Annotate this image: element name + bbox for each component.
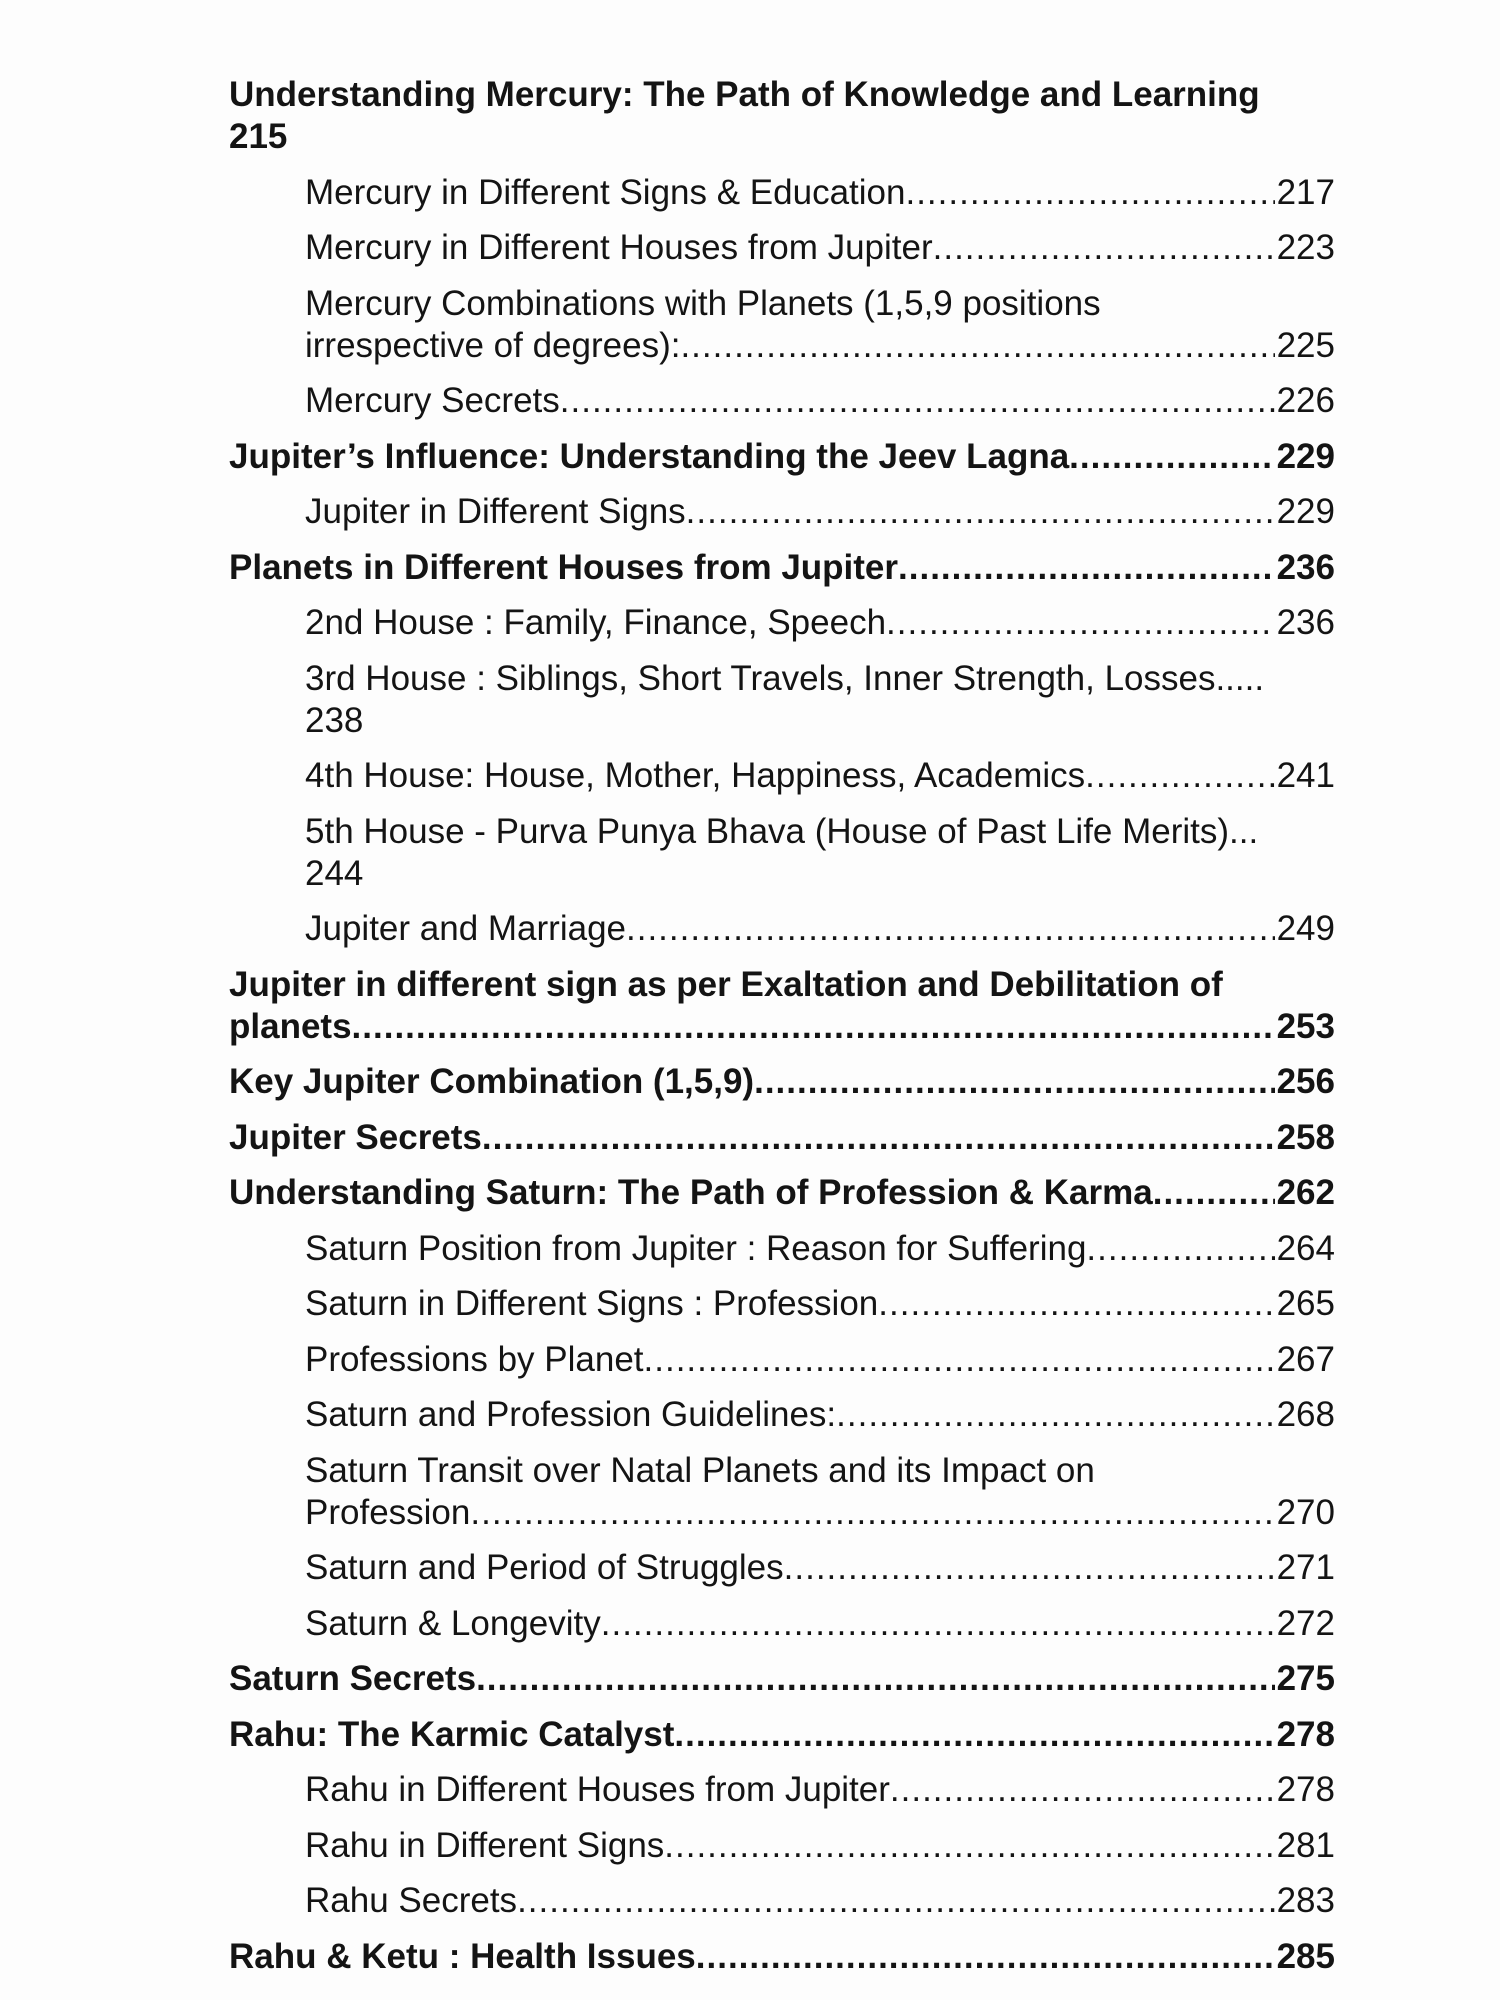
toc-entry <box>225 755 1335 797</box>
toc-entry-title: Rahu: The Karmic Catalyst <box>229 1714 675 1754</box>
toc-entry-page: 226 <box>1276 381 1335 420</box>
dot-leader <box>686 491 1275 533</box>
toc-entry <box>225 227 1335 269</box>
toc-entry-page: 238 <box>305 700 364 740</box>
toc-entry-title: Saturn Position from Jupiter : Reason for Suffering <box>305 1228 1087 1268</box>
toc-entry-title: Jupiter and Marriage <box>305 909 626 948</box>
toc-entry-title: 3rd House : Siblings, Short Travels, Inner Strength, Losses..... <box>305 658 1265 698</box>
toc-entry <box>225 964 1335 1048</box>
toc-entry-page: 223 <box>1276 228 1335 267</box>
toc-entry-page: 268 <box>1276 1395 1335 1434</box>
dot-leader <box>626 908 1275 950</box>
toc-entry-page: 285 <box>1276 1936 1335 1976</box>
toc-entry-title: Saturn and Period of Struggles <box>305 1548 784 1587</box>
toc-entry-title: Mercury in Different Houses from Jupiter <box>305 228 933 267</box>
toc-entry-page: 256 <box>1276 1062 1335 1101</box>
dot-leader <box>933 227 1275 269</box>
toc-entry-page: 215 <box>229 117 288 156</box>
toc-entry-page: 217 <box>1276 172 1335 212</box>
dot-leader <box>560 380 1275 422</box>
toc-entry-title-line1: Jupiter in different sign as per Exaltation and Debilitation of <box>229 964 1223 1004</box>
toc-entry <box>225 1450 1335 1534</box>
toc-entry-title: Mercury in Different Signs & Education <box>305 172 906 212</box>
table-of-contents <box>225 74 1335 1991</box>
dot-leader <box>1069 436 1274 478</box>
toc-entry-page: 271 <box>1276 1548 1335 1587</box>
dot-leader <box>517 1880 1275 1922</box>
toc-entry <box>225 1880 1335 1922</box>
toc-entry-title: Professions by Planet <box>305 1339 644 1379</box>
toc-entry <box>225 380 1335 422</box>
toc-entry <box>225 436 1335 478</box>
toc-entry-title: Saturn & Longevity <box>305 1603 601 1643</box>
toc-entry-title: Rahu in Different Signs <box>305 1825 665 1865</box>
toc-entry-title-line1: Saturn Transit over Natal Planets and its Impact on <box>305 1450 1095 1490</box>
toc-entry-page: 236 <box>1276 603 1335 642</box>
dot-leader <box>696 1936 1275 1978</box>
dot-leader <box>836 1394 1274 1436</box>
toc-entry-title-line2: irrespective of degrees): <box>305 325 681 365</box>
toc-entry-title: Jupiter Secrets <box>229 1117 482 1157</box>
toc-entry-page: 278 <box>1276 1714 1335 1754</box>
toc-entry-title: Planets in Different Houses from Jupiter <box>229 547 899 587</box>
toc-entry-title: Key Jupiter Combination (1,5,9) <box>229 1062 755 1101</box>
toc-entry-title-line2: planets <box>229 1006 352 1046</box>
toc-entry <box>225 1714 1335 1756</box>
toc-entry-title: Rahu & Ketu : Health Issues <box>229 1936 696 1976</box>
toc-entry-page: 225 <box>1276 325 1335 365</box>
toc-entry <box>225 1547 1335 1589</box>
toc-entry <box>225 74 1335 158</box>
toc-entry-title: Mercury Secrets <box>305 381 560 420</box>
toc-entry <box>225 1061 1335 1103</box>
toc-entry <box>225 908 1335 950</box>
dot-leader <box>784 1547 1275 1589</box>
toc-entry <box>225 1936 1335 1978</box>
dot-leader <box>601 1603 1275 1645</box>
toc-entry <box>225 1769 1335 1811</box>
toc-entry-title: 5th House - Purva Punya Bhava (House of Past Life Merits)... <box>305 811 1259 851</box>
toc-entry <box>225 1283 1335 1325</box>
toc-entry-title: Saturn Secrets <box>229 1659 477 1698</box>
toc-entry-page: 264 <box>1276 1228 1335 1268</box>
toc-entry <box>225 1117 1335 1159</box>
dot-leader <box>1153 1172 1275 1214</box>
toc-entry-page: 258 <box>1276 1117 1335 1157</box>
dot-leader <box>680 325 1274 367</box>
dot-leader <box>674 1714 1274 1756</box>
toc-entry <box>225 547 1335 589</box>
dot-leader <box>890 1769 1275 1811</box>
toc-entry-page: 241 <box>1276 756 1335 795</box>
dot-leader <box>1085 755 1274 797</box>
toc-entry <box>225 602 1335 644</box>
toc-entry <box>225 1603 1335 1645</box>
toc-entry <box>225 1658 1335 1700</box>
toc-entry-page: 265 <box>1276 1284 1335 1323</box>
toc-entry-title: Saturn in Different Signs : Profession <box>305 1284 879 1323</box>
dot-leader <box>664 1825 1274 1867</box>
dot-leader <box>754 1061 1275 1103</box>
toc-entry-title: Understanding Saturn: The Path of Profession & Karma <box>229 1173 1153 1212</box>
toc-entry <box>225 1339 1335 1381</box>
dot-leader <box>886 602 1275 644</box>
dot-leader <box>905 172 1274 214</box>
toc-entry-title: Rahu Secrets <box>305 1881 518 1920</box>
dot-leader <box>352 1006 1275 1048</box>
toc-entry-title-line1: Mercury Combinations with Planets (1,5,9 positions <box>305 283 1101 323</box>
dot-leader <box>1086 1228 1274 1270</box>
toc-entry <box>225 1394 1335 1436</box>
toc-entry <box>225 283 1335 367</box>
dot-leader <box>878 1283 1274 1325</box>
toc-entry-page: 229 <box>1276 436 1335 476</box>
toc-entry-page: 267 <box>1276 1339 1335 1379</box>
toc-entry-page: 270 <box>1276 1492 1335 1532</box>
toc-entry <box>225 491 1335 533</box>
toc-entry-page: 272 <box>1276 1603 1335 1643</box>
dot-leader <box>898 547 1275 589</box>
toc-entry-page: 244 <box>305 853 364 893</box>
toc-entry-page: 229 <box>1276 492 1335 531</box>
toc-entry <box>225 1228 1335 1270</box>
toc-entry-page: 278 <box>1276 1770 1335 1809</box>
toc-entry-title: 4th House: House, Mother, Happiness, Academics <box>305 756 1086 795</box>
toc-entry-title: Jupiter in Different Signs <box>305 492 686 531</box>
dot-leader <box>470 1492 1274 1534</box>
toc-entry-page: 249 <box>1276 909 1335 948</box>
dot-leader <box>644 1339 1275 1381</box>
toc-entry-page: 275 <box>1276 1659 1335 1698</box>
toc-entry-page: 281 <box>1276 1825 1335 1865</box>
toc-entry <box>225 1172 1335 1214</box>
toc-entry <box>225 811 1335 895</box>
toc-entry-title-line2: Profession <box>305 1492 471 1532</box>
toc-entry-page: 283 <box>1276 1881 1335 1920</box>
toc-entry-title: Rahu in Different Houses from Jupiter <box>305 1770 890 1809</box>
toc-entry-page: 262 <box>1276 1173 1335 1212</box>
toc-entry <box>225 1825 1335 1867</box>
dot-leader <box>482 1117 1275 1159</box>
toc-entry-page: 236 <box>1276 547 1335 587</box>
toc-entry-page: 253 <box>1276 1006 1335 1046</box>
toc-entry-title: Understanding Mercury: The Path of Knowledge and Learning <box>229 75 1260 114</box>
toc-entry-title: Saturn and Profession Guidelines: <box>305 1395 837 1434</box>
toc-entry-title: 2nd House : Family, Finance, Speech <box>305 603 887 642</box>
dot-leader <box>476 1658 1275 1700</box>
toc-entry <box>225 658 1335 742</box>
toc-entry <box>225 172 1335 214</box>
toc-entry-title: Jupiter’s Influence: Understanding the Jeev Lagna <box>229 436 1070 476</box>
